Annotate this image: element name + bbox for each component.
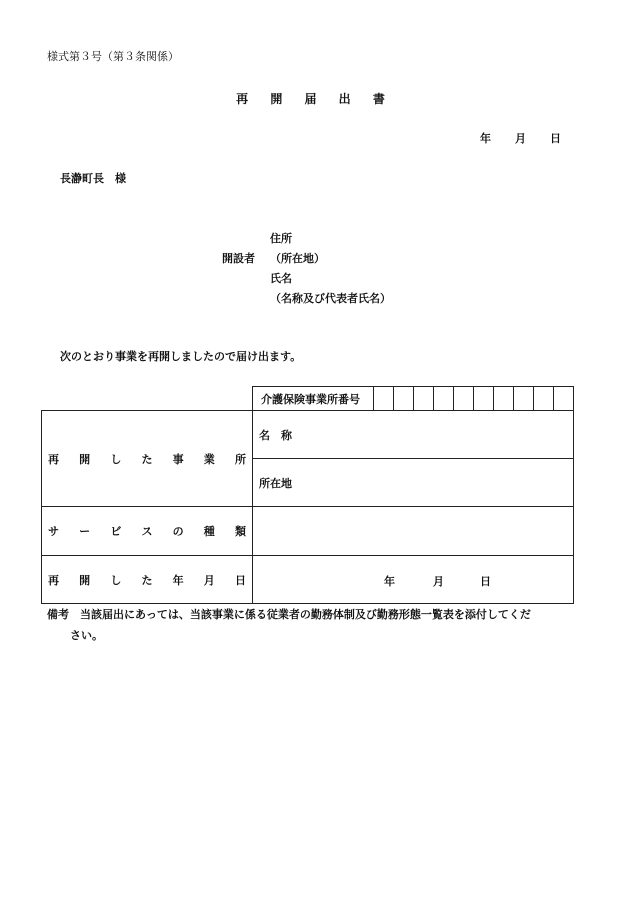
insurance-digit-box[interactable] <box>534 387 554 410</box>
office-location-label: 所在地 <box>259 476 292 490</box>
reopen-date-label-char: 年 <box>172 573 184 587</box>
insurance-number-label: 介護保険事業所番号 <box>253 387 374 410</box>
insurance-digit-box[interactable] <box>394 387 414 410</box>
insurance-digit-box[interactable] <box>414 387 434 410</box>
service-type-label-char: の <box>172 525 184 538</box>
reopen-date-row-label <box>42 556 253 604</box>
service-type-label-char: サ <box>48 525 59 538</box>
service-type-label-char: ス <box>141 525 153 538</box>
insurance-digit-box[interactable] <box>454 387 474 410</box>
service-type-label-char: 種 <box>203 525 215 538</box>
service-type-label-char: ー <box>79 525 91 538</box>
office-row-label-char: 再 <box>48 452 59 466</box>
insurance-digit-box[interactable] <box>514 387 534 410</box>
service-type-label-char: ビ <box>110 525 122 538</box>
insurance-digit-box[interactable] <box>494 387 514 410</box>
blank-cell <box>42 387 253 411</box>
remarks-line-2: さい。 <box>70 629 103 642</box>
reopen-date-label-char: 月 <box>203 573 215 587</box>
office-row-label-char: た <box>141 452 153 466</box>
office-row-label-char: 事 <box>172 452 184 466</box>
reopen-day-label: 日 <box>480 574 491 588</box>
intro-text: 次のとおり事業を再開しましたので届け出ます。 <box>60 350 302 363</box>
office-row-label-char: し <box>110 452 122 466</box>
reopen-date-label-char: 日 <box>234 573 246 587</box>
date-month-label: 月 <box>515 132 526 145</box>
service-type-label-char: 類 <box>234 525 246 538</box>
reopen-date-label-char: 再 <box>48 573 59 587</box>
document-title: 再 開 届 出 書 <box>236 92 394 106</box>
office-location-field[interactable] <box>253 459 574 507</box>
reopen-year-label: 年 <box>384 574 395 588</box>
office-row-label-char: 所 <box>234 452 246 466</box>
office-row-label-char: 業 <box>203 452 215 466</box>
date-day-label: 日 <box>550 132 561 145</box>
reopen-date-label-char: 開 <box>79 573 91 587</box>
insurance-digit-box[interactable] <box>374 387 394 410</box>
insurance-number-digits[interactable] <box>374 387 573 410</box>
office-row-label-char: 開 <box>79 452 91 466</box>
location-label: （所在地） <box>270 252 325 265</box>
date-year-label: 年 <box>480 132 491 145</box>
name-note: （名称及び代表者氏名） <box>270 292 391 305</box>
remarks-line-1: 備考 当該届出にあっては、当該事業に係る従業者の勤務体制及び勤務形態一覧表を添付してくだ <box>47 608 531 621</box>
address-label: 住所 <box>270 232 292 245</box>
form-number: 様式第３号（第３条関係） <box>47 50 179 63</box>
office-name-field[interactable] <box>253 411 574 459</box>
name-label: 氏名 <box>270 272 292 285</box>
operator-label: 開設者 <box>222 252 255 265</box>
notification-form-table <box>41 386 574 604</box>
reopen-date-field[interactable] <box>253 556 574 604</box>
addressee: 長瀞町長 様 <box>60 172 126 185</box>
insurance-number-cell <box>253 387 574 411</box>
office-name-label: 名 称 <box>259 428 292 442</box>
insurance-digit-box[interactable] <box>554 387 573 410</box>
insurance-digit-box[interactable] <box>474 387 494 410</box>
insurance-digit-box[interactable] <box>434 387 454 410</box>
reopen-date-label-char: し <box>110 573 122 587</box>
office-row-label <box>42 411 253 507</box>
service-type-field[interactable] <box>253 507 574 556</box>
service-type-row-label <box>42 507 253 556</box>
reopen-month-label: 月 <box>433 574 444 588</box>
reopen-date-label-char: た <box>141 573 153 587</box>
